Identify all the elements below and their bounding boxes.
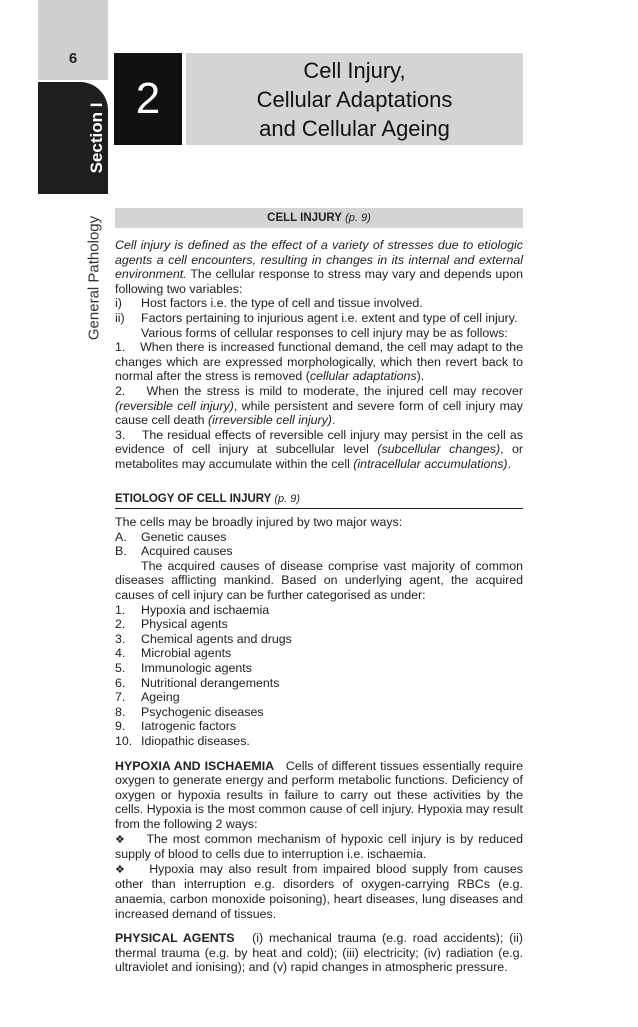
list-text: Ageing <box>141 690 180 705</box>
running-side-label: General Pathology <box>85 215 103 341</box>
section-heading-text: CELL INJURY <box>267 212 342 224</box>
italic-term: (irreversible cell injury) <box>208 413 332 428</box>
list-marker: 6. <box>115 675 126 690</box>
bullet-text: The most common mechanism of hypoxic cell injury is by reduced supply of blood to cells due to interruption i.e. ischaemia. <box>115 831 523 862</box>
run-in-heading: PHYSICAL AGENTS <box>115 931 235 946</box>
definition-paragraph <box>115 238 523 296</box>
list-item <box>115 617 523 632</box>
page-content <box>115 208 523 975</box>
list-marker: 8. <box>115 704 126 719</box>
definition-continuation: The cellular response to stress may vary and depends upon following two variables: <box>115 267 523 296</box>
italic-term: (reversible cell injury) <box>115 398 234 413</box>
bullet-item <box>115 832 523 862</box>
list-marker: 10. <box>115 734 133 748</box>
definition-text: Cell injury is defined as the effect of a variety of stresses due to etiologic agents a cell encounters, resulting in changes in its internal and external environment. <box>115 238 523 282</box>
response-paragraph-3 <box>115 428 523 472</box>
paragraph-text: 1. When there is increased functional demand, the cell may adapt to the changes which are expressed morphologically, which then revert back to normal after the stress is removed ( <box>115 340 523 384</box>
italic-term: (intracellular accumulations) <box>353 456 508 471</box>
list-item <box>115 734 523 749</box>
paragraph-text: (i) mechanical trauma (e.g. road accidents); (ii) thermal trauma (e.g. by heat and cold); (iii) electricity; (iv) radiation (e.g. ultraviolet and ionising); and (v) rapid changes in atmospheric pressure. <box>115 931 523 975</box>
list-item <box>115 646 523 661</box>
list-item <box>115 661 523 676</box>
chapter-number: 2 <box>114 53 182 145</box>
list-marker: i) <box>115 296 122 311</box>
list-item <box>115 690 523 705</box>
list-item <box>115 632 523 647</box>
forms-intro: Various forms of cellular responses to cell injury may be as follows: <box>141 325 508 340</box>
list-marker: 3. <box>115 631 126 646</box>
acquired-causes-paragraph: The acquired causes of disease comprise vast majority of common diseases afflicting mankind. Based on underlying agent, the acquired causes of cell injury can be further categorised as under: <box>115 558 523 603</box>
list-text: Factors pertaining to injurious agent i.e. extent and type of cell injury. <box>141 310 518 325</box>
list-marker: 4. <box>115 646 126 661</box>
paragraph-text: 2. When the stress is mild to moderate, the injured cell may recover <box>115 383 523 398</box>
list-marker: B. <box>115 544 127 559</box>
list-item <box>115 530 523 545</box>
response-paragraph-1 <box>115 340 523 384</box>
list-marker: 9. <box>115 719 126 734</box>
italic-term: cellular adaptations <box>309 369 417 384</box>
run-in-heading: HYPOXIA AND ISCHAEMIA <box>115 758 275 773</box>
list-text: Genetic causes <box>141 529 227 544</box>
list-item <box>115 719 523 734</box>
paragraph-text: ). <box>416 369 425 384</box>
list-item <box>115 603 523 618</box>
section-heading-cell-injury <box>115 208 523 228</box>
italic-term: (subcellular changes) <box>377 442 501 457</box>
diamond-bullet-icon: ❖ <box>115 863 127 876</box>
chapter-title-line: Cellular Adaptations <box>256 86 453 112</box>
list-marker: A. <box>115 529 127 544</box>
paragraph-text: 3. The residual effects of reversible cell injury may persist in the cell as evidence of cell injury at subcellular level <box>115 427 523 457</box>
list-item <box>115 676 523 691</box>
list-text: Immunologic agents <box>141 661 252 676</box>
bullet-text: Hypoxia may also result from impaired blood supply from causes other than interruption e.g. disorders of oxygen-carrying RBCs (e.g. anaemia, carbon monoxide poisoning), heart diseases, lung diseases and increased demand of tissues. <box>115 861 523 921</box>
page-reference: (p. 9) <box>274 492 301 505</box>
bullet-item <box>115 862 523 921</box>
list-item <box>115 544 523 559</box>
etiology-intro: The cells may be broadly injured by two major ways: <box>115 515 403 530</box>
list-text: Acquired causes <box>141 544 233 559</box>
paragraph-text: . <box>331 413 336 428</box>
list-text: Hypoxia and ischaemia <box>141 602 270 617</box>
physical-agents-paragraph <box>115 931 523 975</box>
causes-list <box>115 603 523 749</box>
list-marker: 7. <box>115 690 126 705</box>
list-text: Microbial agents <box>141 646 232 661</box>
section-tab-label: Section I <box>87 102 106 174</box>
page-number-tab <box>38 0 108 80</box>
section-heading-text: ETIOLOGY OF CELL INJURY <box>115 492 272 505</box>
list-text: Chemical agents and drugs <box>141 631 292 646</box>
list-text: Psychogenic diseases <box>141 704 264 719</box>
list-text: Iatrogenic factors <box>141 719 237 734</box>
section-heading-etiology <box>115 492 523 510</box>
list-text: Physical agents <box>141 617 228 632</box>
chapter-title <box>186 53 523 145</box>
page-reference: (p. 9) <box>345 212 371 224</box>
chapter-title-line: Cell Injury, <box>303 57 406 83</box>
list-marker: 2. <box>115 617 126 632</box>
paragraph-text: , while persistent and severe form of cell injury may cause cell death <box>115 398 523 428</box>
list-marker: 5. <box>115 661 126 676</box>
list-text: Idiopathic diseases. <box>141 734 250 748</box>
list-text: Host factors i.e. the type of cell and tissue involved. <box>141 296 423 311</box>
page-number: 6 <box>68 50 78 67</box>
paragraph-text: Cells of different tissues essentially require oxygen to generate energy and perform metabolic functions. Deficiency of oxygen or hypoxia results in failure to carry out these activities by the cells. Hypoxia is the most common cause of cell injury. Hypoxia may result from the following 2 ways: <box>115 758 524 831</box>
list-marker: 1. <box>115 602 126 617</box>
paragraph-text: . <box>507 456 512 471</box>
chapter-title-line: and Cellular Ageing <box>259 115 450 141</box>
list-item <box>115 296 523 311</box>
paragraph-text: , or metabolites may accumulate within the cell <box>115 442 523 471</box>
list-marker: ii) <box>115 310 125 325</box>
hypoxia-paragraph <box>115 759 523 832</box>
list-item <box>115 705 523 720</box>
response-paragraph-2 <box>115 384 523 428</box>
diamond-bullet-icon: ❖ <box>115 833 127 846</box>
list-text: Nutritional derangements <box>141 675 280 690</box>
list-item <box>115 311 523 326</box>
